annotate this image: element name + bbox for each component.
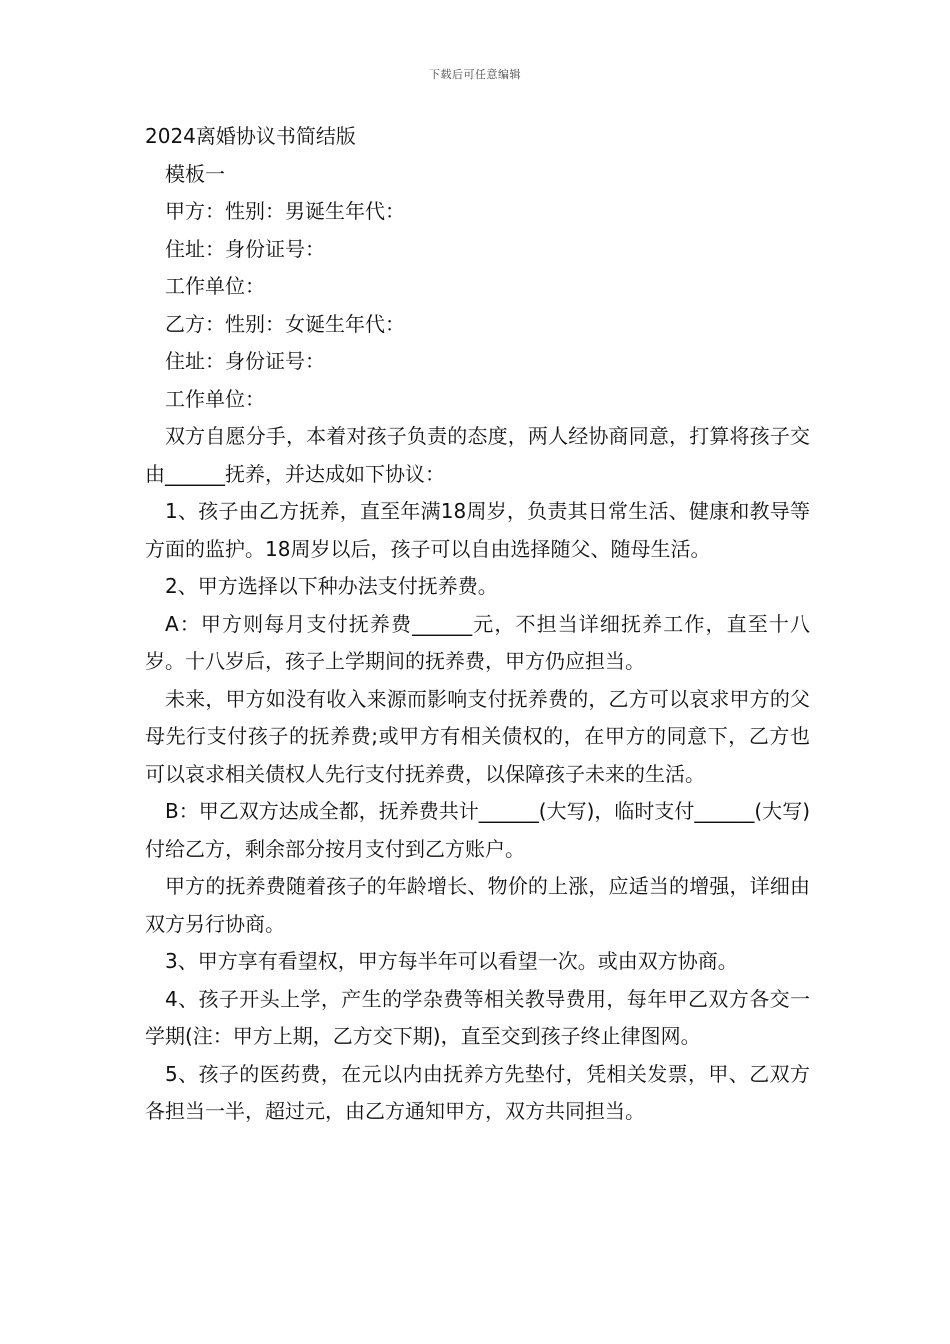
clause-2-option-b: B：甲乙双方达成全都，抚养费共计______(大写)，临时支付______(大写)付给乙方，剩余部分按月支付到乙方账户。 [145, 799, 810, 861]
clause-5: 5、孩子的医药费，在元以内由抚养方先垫付，凭相关发票，甲、乙双方各担当一半，超过元，由乙方通知甲方，双方共同担当。 [145, 1061, 810, 1123]
party-b-address: 住址：身份证号： [165, 349, 325, 373]
party-b-info: 乙方：性别：女诞生年代： [165, 311, 405, 336]
clause-2: 2、甲方选择以下种办法支付抚养费。 [165, 574, 498, 598]
page-header-note: 下载后可任意编辑 [429, 68, 521, 81]
clause-1: 1、孩子由乙方抚养，直至年满18周岁，负责其日常生活、健康和教导等方面的监护。18周岁以后，孩子可以自由选择随父、随母生活。 [145, 499, 810, 561]
document-body [145, 118, 810, 1131]
clause-2-option-a: A：甲方则每月支付抚养费______元，不担当详细抚养工作，直至十八岁。十八岁后，孩子上学期间的抚养费，甲方仍应担当。 [145, 611, 810, 673]
party-a-info: 甲方：性别：男诞生年代： [165, 199, 405, 223]
agreement-intro: 双方自愿分手，本着对孩子负责的态度，两人经协商同意，打算将孩子交由______抚养，并达成如下协议： [145, 424, 810, 486]
clause-3: 3、甲方享有看望权，甲方每半年可以看望一次。或由双方协商。 [165, 949, 738, 973]
party-a-employer: 工作单位： [165, 274, 265, 298]
clause-4: 4、孩子开头上学，产生的学杂费等相关教导费用，每年甲乙双方各交一学期(注：甲方上期，乙方交下期)，直至交到孩子终止律图网。 [145, 986, 810, 1048]
document-title: 2024离婚协议书简结版 [145, 124, 356, 148]
party-a-address: 住址：身份证号： [165, 236, 325, 261]
clause-2-future: 未来，甲方如没有收入来源而影响支付抚养费的，乙方可以哀求甲方的父母先行支付孩子的抚养费;或甲方有相关债权的，在甲方的同意下，乙方也可以哀求相关债权人先行支付抚养费，以保障孩子未来的生活。 [145, 686, 810, 786]
clause-2-adjustment: 甲方的抚养费随着孩子的年龄增长、物价的上涨，应适当的增强，详细由双方另行协商。 [145, 874, 810, 936]
template-label: 模板一 [165, 161, 225, 186]
party-b-employer: 工作单位： [165, 386, 265, 411]
